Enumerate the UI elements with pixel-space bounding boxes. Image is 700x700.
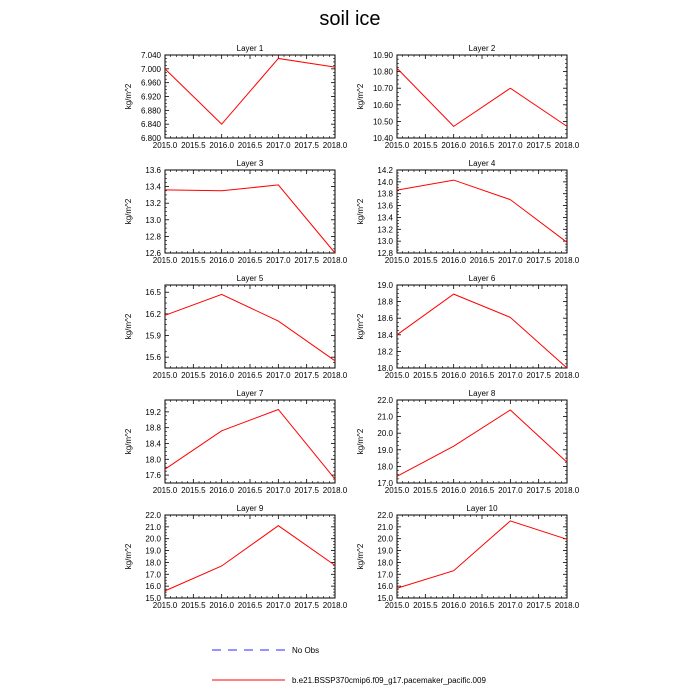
- panel-7-x-tick-label: 2016.0: [209, 486, 234, 495]
- panel-1-y-tick-label: 7.000: [140, 64, 161, 74]
- panel-4-y-axis-label: kg/m^2: [356, 198, 365, 225]
- panel-5-y-tick-label: 16.5: [145, 288, 161, 298]
- panel-1-x-tick-label: 2017.5: [294, 141, 319, 150]
- panel-1-x-tick-label: 2016.0: [209, 141, 234, 150]
- panel-6-x-tick-label: 2018.0: [554, 371, 580, 380]
- panel-7-x-tick-label: 2017.0: [266, 486, 291, 495]
- panel-4-series-line: [397, 180, 567, 242]
- panel-6-x-tick-label: 2017.0: [498, 371, 523, 380]
- panel-4-x-tick-label: 2016.5: [469, 256, 495, 265]
- panel-3-y-axis-label: kg/m^2: [124, 198, 133, 225]
- panel-10-y-tick-label: 22.0: [377, 511, 393, 520]
- panel-5-x-tick-label: 2016.5: [237, 371, 263, 380]
- panel-8-y-axis-label: kg/m^2: [356, 428, 365, 455]
- panel-8-y-tick-label: 21.0: [377, 412, 393, 422]
- panel-9-frame: [165, 515, 335, 598]
- panel-5-series-line: [165, 294, 335, 360]
- panel-10-frame: [397, 515, 567, 598]
- panel-5-x-tick-label: 2015.5: [181, 371, 206, 380]
- panel-10-x-tick-label: 2016.0: [441, 601, 466, 610]
- panel-2-y-tick-label: 10.70: [372, 84, 393, 94]
- panel-9-y-tick-label: 18.0: [145, 558, 161, 568]
- panel-8-y-tick-label: 17.0: [377, 479, 393, 488]
- panel-6-y-axis-label: kg/m^2: [356, 313, 365, 340]
- panel-2-x-tick-label: 2015.5: [413, 141, 438, 150]
- panel-8-x-tick-label: 2018.0: [554, 486, 580, 495]
- panel-6-x-tick-label: 2016.5: [469, 371, 495, 380]
- panel-3-frame: [165, 170, 335, 253]
- panel-2-title: Layer 2: [468, 44, 496, 53]
- panel-6-y-tick-label: 18.0: [377, 364, 393, 373]
- panel-1-y-tick-label: 6.880: [140, 106, 161, 116]
- panel-1-y-tick-label: 6.800: [140, 134, 161, 143]
- panel-2-x-tick-label: 2017.5: [526, 141, 551, 150]
- panel-7-frame: [165, 400, 335, 483]
- panel-4-y-tick-label: 14.0: [377, 177, 393, 187]
- panel-2-y-tick-label: 10.60: [372, 100, 393, 110]
- panel-4-x-tick-label: 2017.0: [498, 256, 523, 265]
- panel-7-y-tick-label: 18.0: [145, 455, 161, 465]
- panel-7-x-tick-label: 2017.5: [294, 486, 319, 495]
- panel-1-y-axis-label: kg/m^2: [124, 83, 133, 110]
- panel-5-y-tick-label: 15.6: [145, 353, 161, 363]
- panel-9-y-tick-label: 20.0: [145, 534, 161, 544]
- panel-6-y-tick-label: 19.0: [377, 281, 393, 290]
- panel-3-y-tick-label: 13.2: [145, 199, 161, 209]
- panel-3-y-tick-label: 13.6: [145, 166, 161, 175]
- panel-2-x-tick-label: 2018.0: [554, 141, 580, 150]
- panel-3-y-tick-label: 12.8: [145, 232, 161, 242]
- panel-4-x-tick-label: 2015.5: [413, 256, 438, 265]
- panel-7-y-tick-label: 17.6: [145, 471, 161, 481]
- panel-6-x-tick-label: 2017.5: [526, 371, 551, 380]
- panel-8-y-tick-label: 18.0: [377, 462, 393, 472]
- panel-10-y-tick-label: 19.0: [377, 546, 393, 556]
- panel-5-x-tick-label: 2017.5: [294, 371, 319, 380]
- panel-5-x-tick-label: 2018.0: [322, 371, 348, 380]
- panel-3-x-tick-label: 2015.0: [152, 256, 178, 265]
- panel-2-y-tick-label: 10.80: [372, 67, 393, 77]
- panel-5-x-tick-label: 2015.0: [152, 371, 178, 380]
- panel-5-x-tick-label: 2017.0: [266, 371, 291, 380]
- panel-9-y-tick-label: 22.0: [145, 511, 161, 520]
- panel-7-series-line: [165, 409, 335, 479]
- panel-10-y-tick-label: 17.0: [377, 570, 393, 580]
- panel-8-x-tick-label: 2017.5: [526, 486, 551, 495]
- panel-7-y-axis-label: kg/m^2: [124, 428, 133, 455]
- panel-10-y-tick-label: 21.0: [377, 522, 393, 532]
- panel-10-x-tick-label: 2017.0: [498, 601, 523, 610]
- panel-1-x-tick-label: 2015.5: [181, 141, 206, 150]
- panel-9-y-tick-label: 16.0: [145, 582, 161, 592]
- panel-8-y-tick-label: 20.0: [377, 429, 393, 439]
- panel-9-x-tick-label: 2015.0: [152, 601, 178, 610]
- panel-6-y-tick-label: 18.6: [377, 314, 393, 324]
- panel-7-x-tick-label: 2015.0: [152, 486, 178, 495]
- panel-2-frame: [397, 55, 567, 138]
- panel-2-y-tick-label: 10.40: [372, 134, 393, 143]
- panel-4-y-tick-label: 13.8: [377, 189, 393, 199]
- panel-10-x-tick-label: 2017.5: [526, 601, 551, 610]
- panel-7-y-tick-label: 18.4: [145, 439, 161, 449]
- panel-2-series-line: [397, 68, 567, 126]
- panel-1-series-line: [165, 58, 335, 124]
- panel-10-y-tick-label: 15.0: [377, 594, 393, 603]
- panel-5-y-tick-label: 15.9: [145, 331, 161, 341]
- chart-legend: [212, 646, 486, 685]
- panel-3-y-tick-label: 12.6: [145, 249, 161, 258]
- panel-1-y-tick-label: 7.040: [140, 51, 161, 60]
- panel-2-x-tick-label: 2016.0: [441, 141, 466, 150]
- panel-4-y-tick-label: 13.2: [377, 225, 393, 235]
- panel-4-x-tick-label: 2018.0: [554, 256, 580, 265]
- legend-model-label: b.e21.BSSP370cmip6.f09_g17.pacemaker_pacific.009: [292, 676, 486, 685]
- panel-10-series-line: [397, 521, 567, 588]
- panel-1-y-tick-label: 6.960: [140, 78, 161, 88]
- panel-3-y-tick-label: 13.0: [145, 215, 161, 225]
- panel-10-title: Layer 10: [466, 504, 498, 513]
- panel-7-x-tick-label: 2015.5: [181, 486, 206, 495]
- panel-6-x-tick-label: 2015.5: [413, 371, 438, 380]
- panel-2-x-tick-label: 2016.5: [469, 141, 495, 150]
- panel-3-series-line: [165, 185, 335, 253]
- panel-4-y-tick-label: 14.2: [377, 166, 393, 175]
- panel-8-frame: [397, 400, 567, 483]
- panel-2-x-tick-label: 2017.0: [498, 141, 523, 150]
- panel-8-x-tick-label: 2015.5: [413, 486, 438, 495]
- panel-1-x-tick-label: 2018.0: [322, 141, 348, 150]
- panel-10-x-tick-label: 2018.0: [554, 601, 580, 610]
- panel-9-x-tick-label: 2016.5: [237, 601, 263, 610]
- panel-1-x-tick-label: 2017.0: [266, 141, 291, 150]
- panel-6-frame: [397, 285, 567, 368]
- panel-9-y-axis-label: kg/m^2: [124, 543, 133, 570]
- panel-2-y-tick-label: 10.90: [372, 51, 393, 60]
- panel-10-y-axis-label: kg/m^2: [356, 543, 365, 570]
- panel-7-x-tick-label: 2016.5: [237, 486, 263, 495]
- panel-3-title: Layer 3: [236, 159, 264, 168]
- legend-obs-label: No Obs: [292, 646, 320, 655]
- panel-1-title: Layer 1: [236, 44, 264, 53]
- panel-2-y-axis-label: kg/m^2: [356, 83, 365, 110]
- panel-7-y-tick-label: 18.8: [145, 423, 161, 433]
- panel-10-x-tick-label: 2015.5: [413, 601, 438, 610]
- panel-5-y-axis-label: kg/m^2: [124, 313, 133, 340]
- panel-4-y-tick-label: 12.8: [377, 249, 393, 258]
- panel-9-x-tick-label: 2018.0: [322, 601, 348, 610]
- panel-4-y-tick-label: 13.0: [377, 237, 393, 247]
- panel-9-y-tick-label: 15.0: [145, 594, 161, 603]
- panel-9-y-tick-label: 21.0: [145, 522, 161, 532]
- panel-2-y-tick-label: 10.50: [372, 117, 393, 127]
- panel-10-x-tick-label: 2016.5: [469, 601, 495, 610]
- panel-9-x-tick-label: 2015.5: [181, 601, 206, 610]
- panel-3-y-tick-label: 13.4: [145, 182, 161, 192]
- panel-4-x-tick-label: 2015.0: [384, 256, 410, 265]
- panel-4-frame: [397, 170, 567, 253]
- panel-7-x-tick-label: 2018.0: [322, 486, 348, 495]
- panel-5-frame: [165, 285, 335, 368]
- panel-9-x-tick-label: 2016.0: [209, 601, 234, 610]
- panel-7-y-tick-label: 19.2: [145, 407, 161, 417]
- panel-1-y-tick-label: 6.840: [140, 120, 161, 130]
- panel-8-x-tick-label: 2015.0: [384, 486, 410, 495]
- panel-8-x-tick-label: 2017.0: [498, 486, 523, 495]
- panel-5-y-tick-label: 16.2: [145, 309, 161, 319]
- panel-4-x-tick-label: 2017.5: [526, 256, 551, 265]
- panel-8-title: Layer 8: [468, 389, 496, 398]
- panel-8-x-tick-label: 2016.0: [441, 486, 466, 495]
- panel-4-x-tick-label: 2016.0: [441, 256, 466, 265]
- panel-10-y-tick-label: 16.0: [377, 582, 393, 592]
- panel-4-y-tick-label: 13.6: [377, 201, 393, 211]
- panel-8-series-line: [397, 410, 567, 476]
- panel-1-x-tick-label: 2015.0: [152, 141, 178, 150]
- panel-3-x-tick-label: 2015.5: [181, 256, 206, 265]
- panel-9-y-tick-label: 17.0: [145, 570, 161, 580]
- panel-1-x-tick-label: 2016.5: [237, 141, 263, 150]
- chart-panels: [124, 44, 580, 610]
- panel-10-x-tick-label: 2015.0: [384, 601, 410, 610]
- panel-8-y-tick-label: 19.0: [377, 445, 393, 455]
- figure-title: soil ice: [319, 8, 381, 30]
- panel-1-frame: [165, 55, 335, 138]
- panel-10-y-tick-label: 18.0: [377, 558, 393, 568]
- panel-6-series-line: [397, 294, 567, 368]
- panel-3-x-tick-label: 2017.0: [266, 256, 291, 265]
- panel-3-x-tick-label: 2017.5: [294, 256, 319, 265]
- panel-9-y-tick-label: 19.0: [145, 546, 161, 556]
- panel-7-title: Layer 7: [236, 389, 264, 398]
- panel-2-x-tick-label: 2015.0: [384, 141, 410, 150]
- panel-5-x-tick-label: 2016.0: [209, 371, 234, 380]
- panel-6-y-tick-label: 18.2: [377, 347, 393, 357]
- panel-1-y-tick-label: 6.920: [140, 92, 161, 102]
- panel-4-title: Layer 4: [468, 159, 496, 168]
- panel-10-y-tick-label: 20.0: [377, 534, 393, 544]
- panel-9-x-tick-label: 2017.5: [294, 601, 319, 610]
- panel-5-title: Layer 5: [236, 274, 264, 283]
- panel-9-title: Layer 9: [236, 504, 264, 513]
- panel-6-x-tick-label: 2016.0: [441, 371, 466, 380]
- panel-3-x-tick-label: 2016.0: [209, 256, 234, 265]
- panel-4-y-tick-label: 13.4: [377, 213, 393, 223]
- panel-8-y-tick-label: 22.0: [377, 396, 393, 405]
- panel-6-x-tick-label: 2015.0: [384, 371, 410, 380]
- panel-9-x-tick-label: 2017.0: [266, 601, 291, 610]
- panel-8-x-tick-label: 2016.5: [469, 486, 495, 495]
- panel-3-x-tick-label: 2018.0: [322, 256, 348, 265]
- panel-9-series-line: [165, 526, 335, 591]
- panel-6-y-tick-label: 18.8: [377, 297, 393, 307]
- panel-3-x-tick-label: 2016.5: [237, 256, 263, 265]
- panel-6-title: Layer 6: [468, 274, 496, 283]
- panel-6-y-tick-label: 18.4: [377, 330, 393, 340]
